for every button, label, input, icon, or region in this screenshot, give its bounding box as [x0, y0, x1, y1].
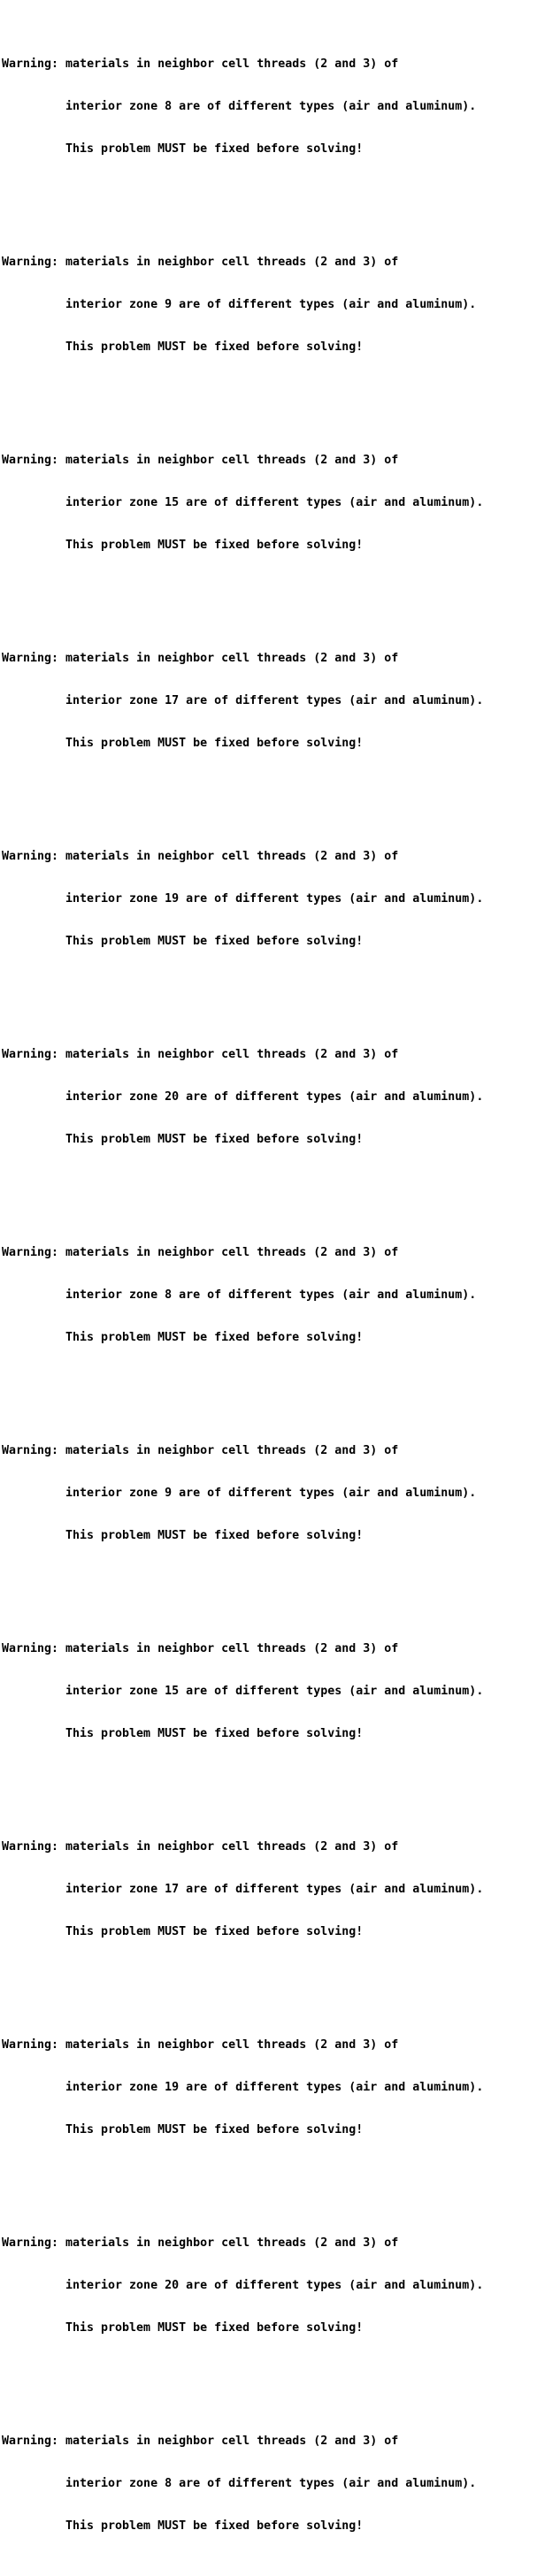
warning-message — [2, 822, 537, 977]
warning-line-zone-detail: interior zone 9 are of different types (air and aluminum). — [65, 298, 477, 311]
warning-line-zone-detail: interior zone 19 are of different types (air and aluminum). — [65, 2081, 484, 2094]
warning-line-zone-detail: interior zone 15 are of different types (air and aluminum). — [65, 1685, 484, 1698]
warning-message — [2, 1416, 537, 1571]
warning-line-header: Warning: materials in neighbor cell threads (2 and 3) of — [2, 850, 399, 863]
warning-line-zone-detail: interior zone 8 are of different types (air and aluminum). — [65, 100, 477, 113]
warning-line-header: Warning: materials in neighbor cell threads (2 and 3) of — [2, 454, 399, 467]
warning-line-fix-notice: This problem MUST be fixed before solving! — [65, 1529, 364, 1542]
warning-message — [2, 1218, 537, 1373]
warning-line-zone-detail: interior zone 17 are of different types (air and aluminum). — [65, 694, 484, 707]
warning-line-header: Warning: materials in neighbor cell threads (2 and 3) of — [2, 652, 399, 665]
warning-line-fix-notice: This problem MUST be fixed before solving! — [65, 2123, 364, 2136]
warning-line-fix-notice: This problem MUST be fixed before solving! — [65, 340, 364, 354]
warning-line-header: Warning: materials in neighbor cell threads (2 and 3) of — [2, 1246, 399, 1259]
warning-line-fix-notice: This problem MUST be fixed before solving! — [65, 935, 364, 948]
warning-message — [2, 227, 537, 383]
warning-line-header: Warning: materials in neighbor cell threads (2 and 3) of — [2, 1840, 399, 1854]
warning-message — [2, 1614, 537, 1770]
warning-line-zone-detail: interior zone 20 are of different types (air and aluminum). — [65, 1090, 484, 1104]
warning-line-fix-notice: This problem MUST be fixed before solving! — [65, 1331, 364, 1344]
warning-line-header: Warning: materials in neighbor cell threads (2 and 3) of — [2, 57, 399, 71]
warning-line-fix-notice: This problem MUST be fixed before solving! — [65, 1925, 364, 1938]
warning-line-fix-notice: This problem MUST be fixed before solving! — [65, 1727, 364, 1740]
warning-line-header: Warning: materials in neighbor cell threads (2 and 3) of — [2, 1444, 399, 1457]
warning-line-fix-notice: This problem MUST be fixed before solving! — [65, 1133, 364, 1146]
warning-line-zone-detail: interior zone 8 are of different types (air and aluminum). — [65, 1288, 477, 1302]
warning-line-zone-detail: interior zone 20 are of different types (air and aluminum). — [65, 2279, 484, 2292]
warning-message — [2, 29, 537, 185]
warning-line-header: Warning: materials in neighbor cell threads (2 and 3) of — [2, 2236, 399, 2250]
warning-line-header: Warning: materials in neighbor cell threads (2 and 3) of — [2, 256, 399, 269]
warning-line-fix-notice: This problem MUST be fixed before solving! — [65, 2321, 364, 2335]
warning-line-zone-detail: interior zone 9 are of different types (air and aluminum). — [65, 1487, 477, 1500]
warning-line-zone-detail: interior zone 15 are of different types (air and aluminum). — [65, 496, 484, 509]
warning-line-fix-notice: This problem MUST be fixed before solving! — [65, 539, 364, 552]
warning-message — [2, 1020, 537, 1175]
warning-line-fix-notice: This problem MUST be fixed before solving! — [65, 737, 364, 750]
warning-line-fix-notice: This problem MUST be fixed before solving! — [65, 2519, 364, 2533]
warning-message — [2, 1812, 537, 1968]
warning-message — [2, 2010, 537, 2166]
warning-line-zone-detail: interior zone 19 are of different types (air and aluminum). — [65, 892, 484, 906]
warning-line-header: Warning: materials in neighbor cell threads (2 and 3) of — [2, 2435, 399, 2448]
warning-message — [2, 2208, 537, 2364]
warning-line-header: Warning: materials in neighbor cell threads (2 and 3) of — [2, 1642, 399, 1655]
warning-line-header: Warning: materials in neighbor cell threads (2 and 3) of — [2, 1048, 399, 1061]
warning-message — [2, 2406, 537, 2562]
warning-message — [2, 623, 537, 779]
warning-line-fix-notice: This problem MUST be fixed before solving! — [65, 142, 364, 156]
warning-line-header: Warning: materials in neighbor cell threads (2 and 3) of — [2, 2038, 399, 2052]
warning-message — [2, 425, 537, 581]
warning-line-zone-detail: interior zone 17 are of different types (air and aluminum). — [65, 1883, 484, 1896]
warning-line-zone-detail: interior zone 8 are of different types (air and aluminum). — [65, 2477, 477, 2490]
